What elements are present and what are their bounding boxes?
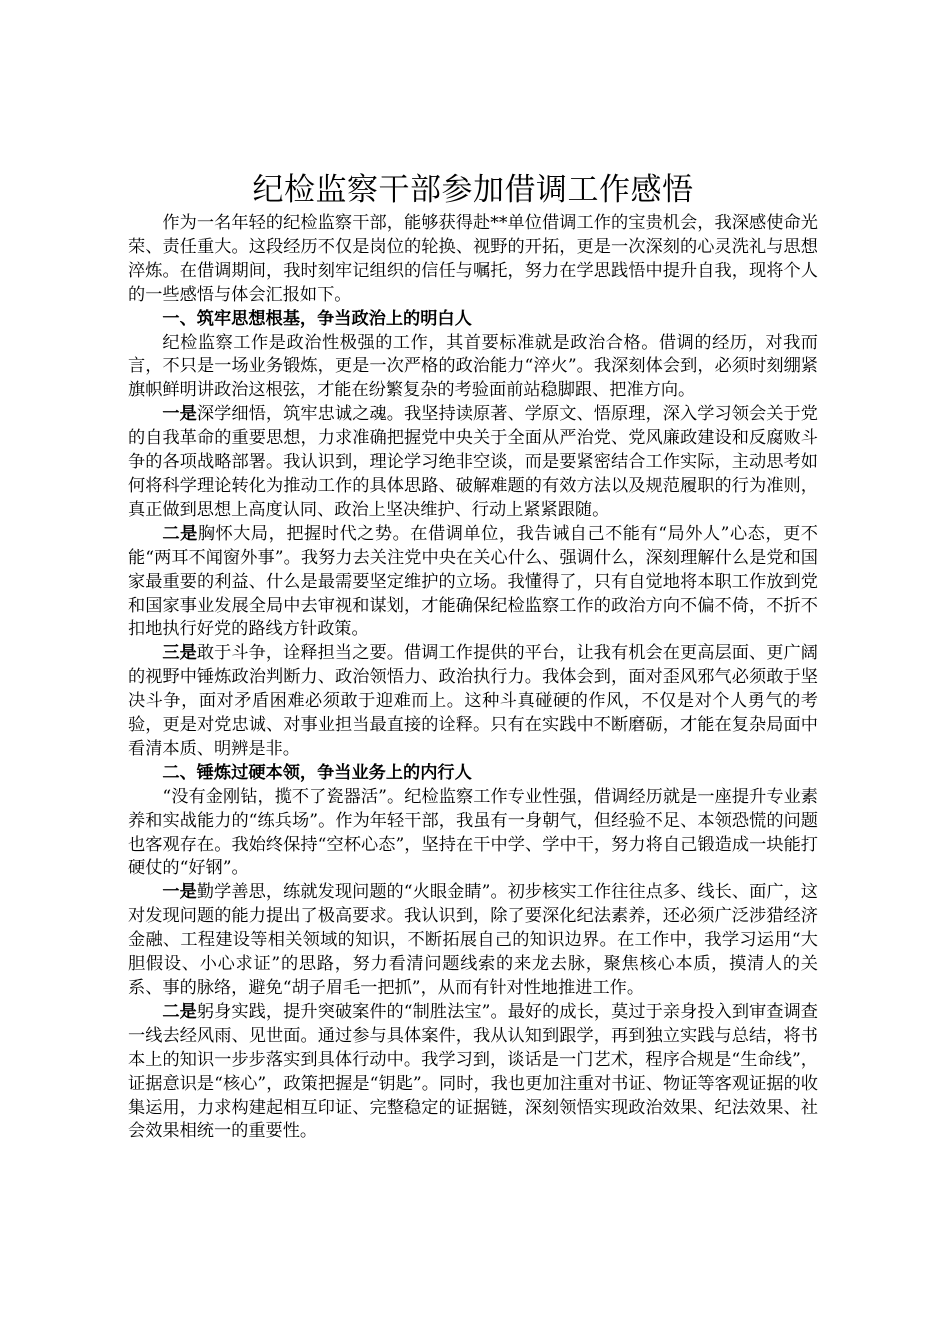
point-text: 勤学善思，练就发现问题的“火眼金睛”。初步核实工作往往点多、线长、面广，这对发现问题的能力提出了极高要求。我认识到，除了要深化纪法素养，还必须广泛涉猎经济金融、工程建设等相关领域的知识，不断拓展自己的知识边界。在工作中，我学习运用“大胆假设、小心求证”的思路，努力看清问题线索的来龙去脉，聚焦核心本质，摸清人的关系、事的脉络，避免“胡子眉毛一把抓”，从而有针对性地推进工作。 (128, 882, 818, 998)
section-1-point-1 (128, 403, 818, 523)
point-text: 胸怀大局，把握时代之势。在借调单位，我告诫自己不能有“局外人”心态，更不能“两耳不闻窗外事”。我努力去关注党中央在关心什么、强调什么，深刻理解什么是党和国家最重要的利益、什么是最需要坚定维护的立场。我懂得了，只有自觉地将本职工作放到党和国家事业发展全局中去审视和谋划，才能确保纪检监察工作的政治方向不偏不倚，不折不扣地执行好党的路线方针政策。 (128, 523, 818, 640)
section-2-intro: “没有金刚钻，揽不了瓷器活”。纪检监察工作专业性强，借调经历就是一座提升专业素养和实战能力的“练兵场”。作为年轻干部，我虽有一身朝气，但经验不足、本领恐慌的问题也客观存在。我始终保持“空杯心态”，坚持在干中学、学中干，努力将自己锻造成一块能打硬仗的“好钢”。 (128, 786, 818, 879)
point-lead: 一是 (162, 882, 197, 903)
section-2-heading: 二、锤炼过硬本领，争当业务上的内行人 (162, 762, 472, 783)
section-1-point-2 (128, 523, 818, 643)
point-text: 深学细悟，筑牢忠诚之魂。我坚持读原著、学原文、悟原理，深入学习领会关于党的自我革命的重要思想，力求准确把握党中央关于全面从严治党、党风廉政建设和反腐败斗争的各项战略部署。我认识到，理论学习绝非空谈，而是要紧密结合工作实际，主动思考如何将科学理论转化为推动工作的具体思路、破解难题的有效方法以及规范履职的行为准则，真正做到思想上高度认同、政治上坚决维护、行动上紧紧跟随。 (128, 404, 818, 520)
point-lead: 三是 (162, 643, 197, 664)
point-lead: 一是 (162, 404, 197, 425)
point-text: 敢于斗争，诠释担当之要。借调工作提供的平台，让我有机会在更高层面、更广阔的视野中锤炼政治判断力、政治领悟力、政治执行力。我体会到，面对歪风邪气必须敢于坚决斗争，面对矛盾困难必须敢于迎难而上。这种斗真碰硬的作风，不仅是对个人勇气的考验，更是对党忠诚、对事业担当最直接的诠释。只有在实践中不断磨砺，才能在复杂局面中看清本质、明辨是非。 (128, 643, 818, 759)
section-1-intro: 纪检监察工作是政治性极强的工作，其首要标准就是政治合格。借调的经历，对我而言，不只是一场业务锻炼，更是一次严格的政治能力“淬火”。我深刻体会到，必须时刻绷紧旗帜鲜明讲政治这根弦，才能在纷繁复杂的考验面前站稳脚跟、把准方向。 (128, 332, 818, 401)
section-2-point-2 (128, 1001, 818, 1144)
document-page (128, 170, 818, 1144)
section-2-point-1 (128, 881, 818, 1001)
point-lead: 二是 (162, 523, 198, 544)
document-title: 纪检监察干部参加借调工作感悟 (252, 172, 694, 208)
point-lead: 二是 (162, 1001, 197, 1022)
section-1-point-3 (128, 642, 818, 762)
intro-paragraph: 作为一名年轻的纪检监察干部，能够获得赴**单位借调工作的宝贵机会，我深感使命光荣、责任重大。这段经历不仅是岗位的轮换、视野的开拓，更是一次深刻的心灵洗礼与思想淬炼。在借调期间，我时刻牢记组织的信任与嘱托，努力在学思践悟中提升自我，现将个人的一些感悟与体会汇报如下。 (128, 213, 818, 305)
section-1-heading: 一、筑牢思想根基，争当政治上的明白人 (162, 308, 472, 329)
point-text: 躬身实践，提升突破案件的“制胜法宝”。最好的成长，莫过于亲身投入到审查调查一线去经风雨、见世面。通过参与具体案件，我从认知到跟学，再到独立实践与总结，将书本上的知识一步步落实到具体行动中。我学习到，谈话是一门艺术，程序合规是“生命线”，证据意识是“核心”，政策把握是“钥匙”。同时，我也更加注重对书证、物证等客观证据的收集运用，力求构建起相互印证、完整稳定的证据链，深刻领悟实现政治效果、纪法效果、社会效果相统一的重要性。 (128, 1001, 818, 1142)
